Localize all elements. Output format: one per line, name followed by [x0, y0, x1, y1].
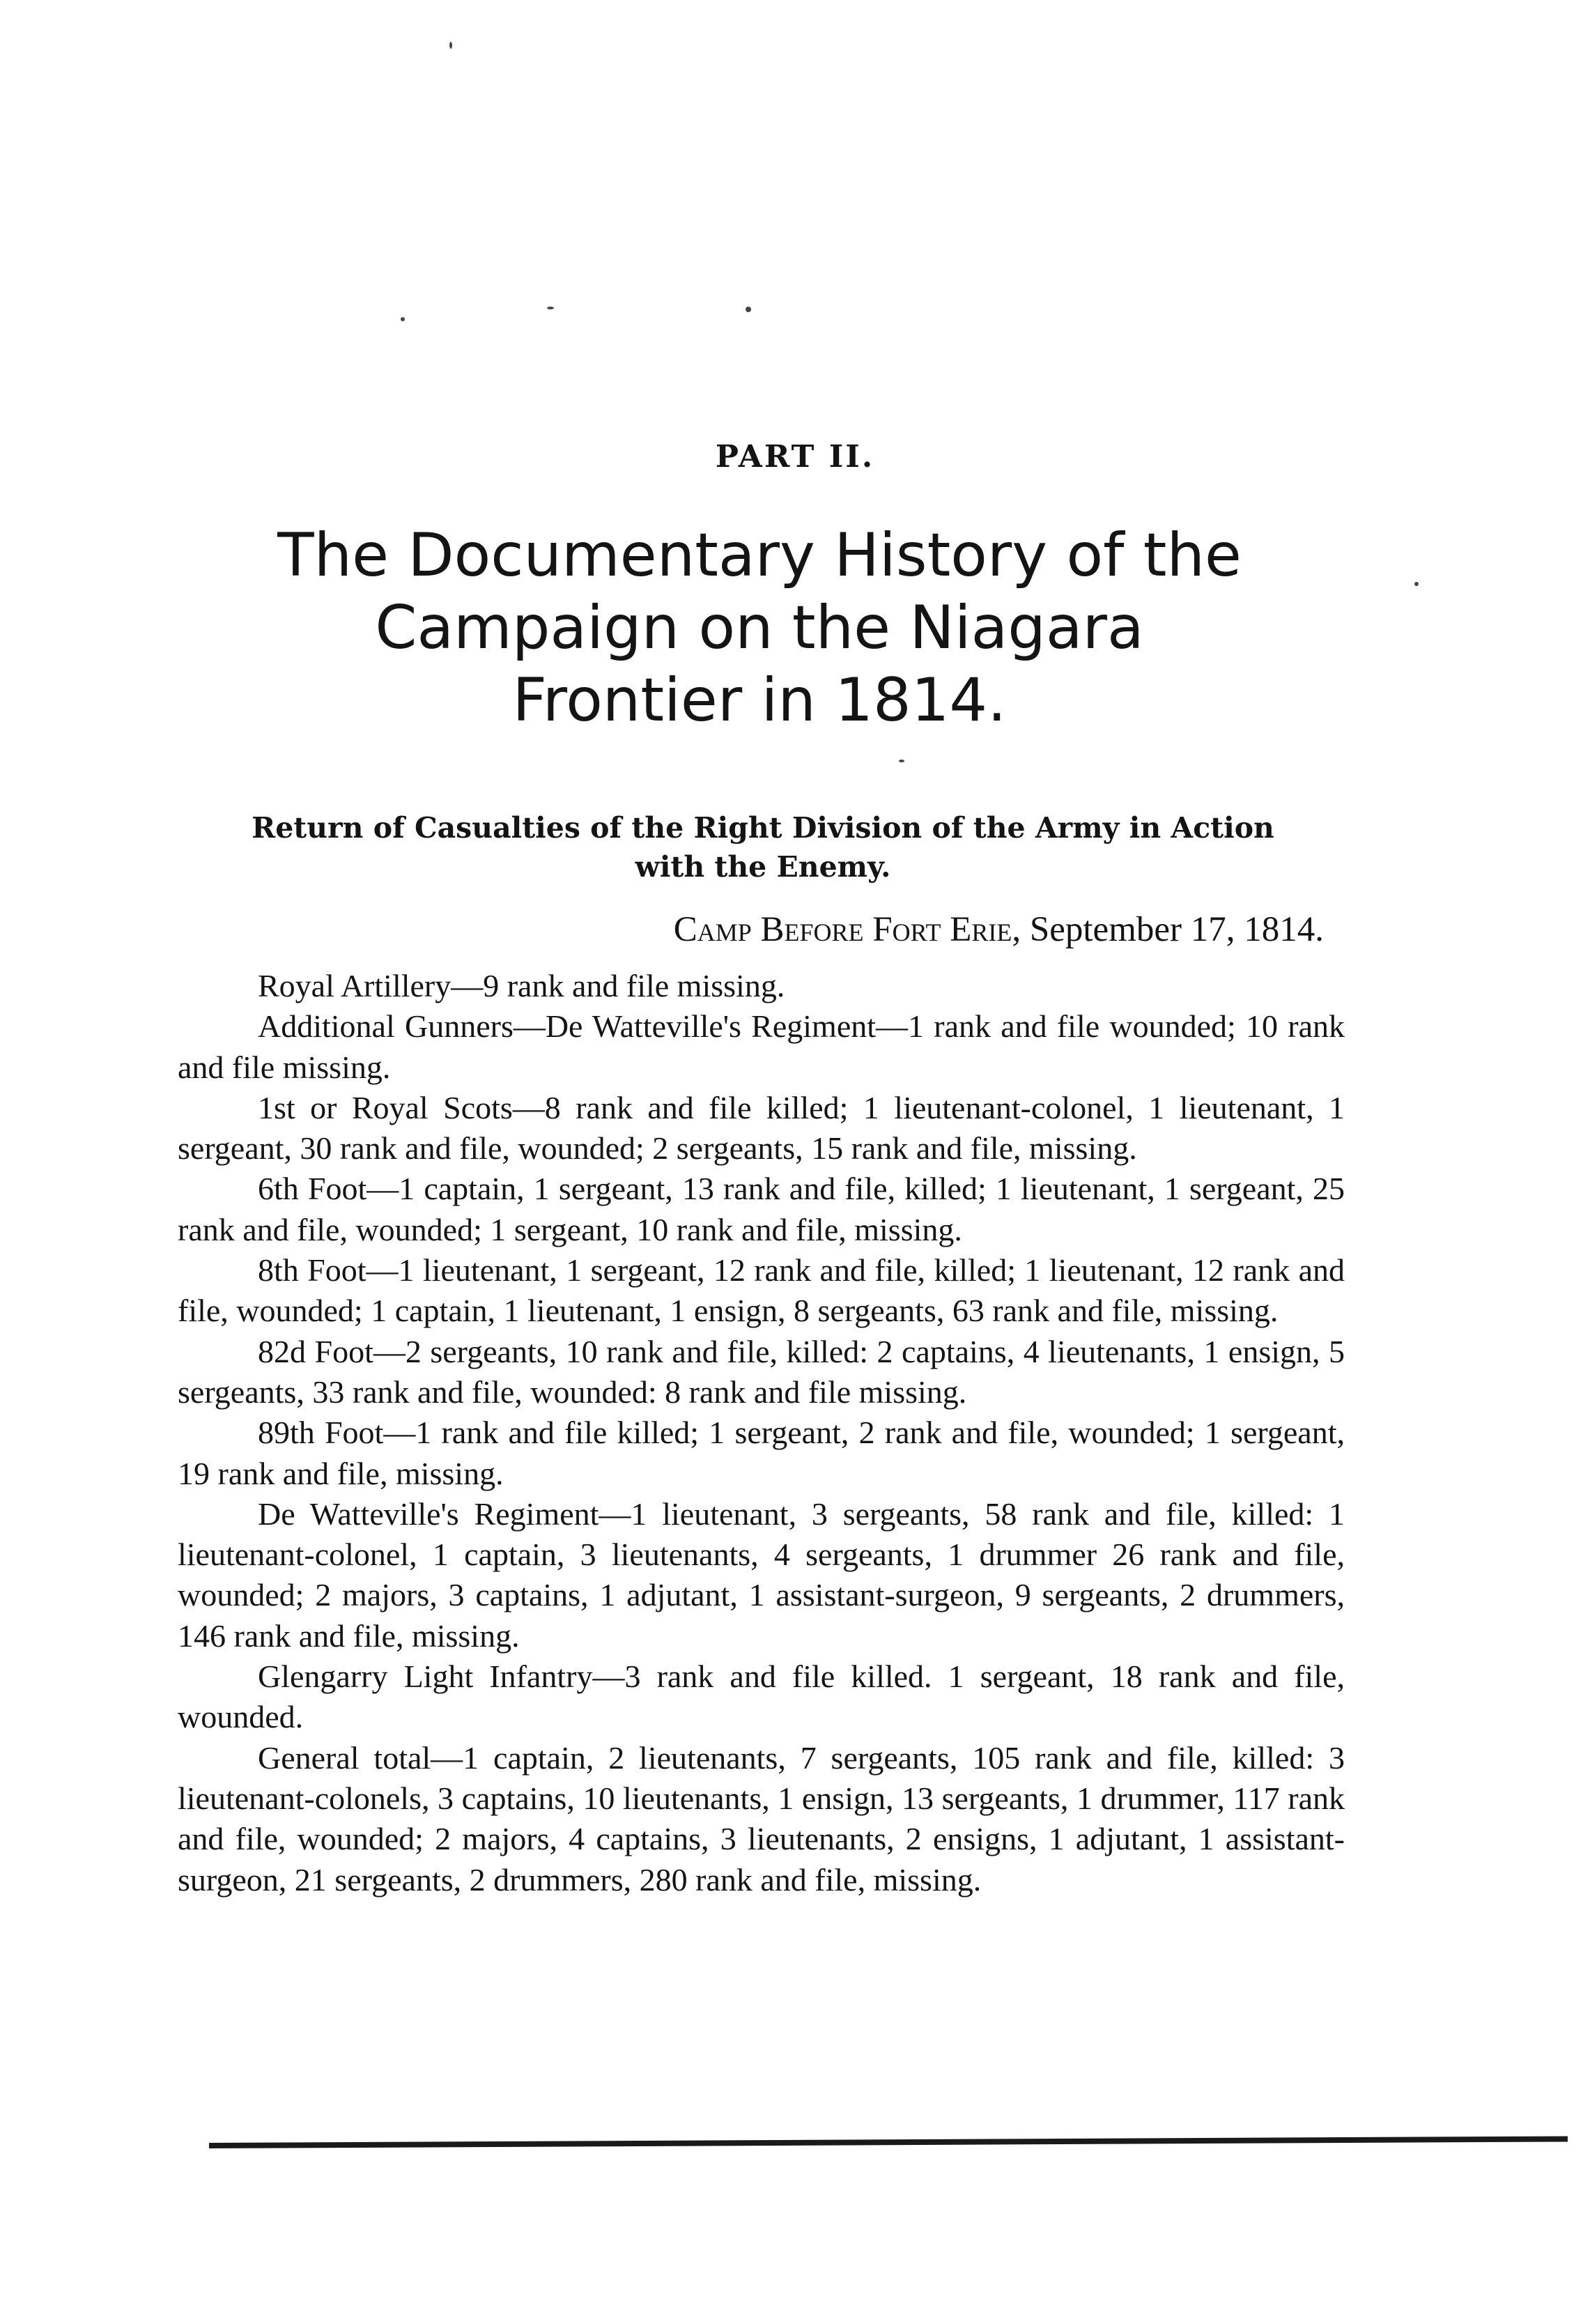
- scan-speck: [449, 42, 452, 49]
- part-heading: PART II.: [715, 439, 875, 475]
- paragraph-general-total: General total—1 captain, 2 lieutenants, 7 sergeants, 105 rank and file, killed: 3 lieutenant-colonels, 3 captains, 10 lieutenants, 1 ensign, 13 sergeants, 1 drummer, 117 rank and file, wounded; 2 majors, 4 captains, 3 lieutenants, 2 ensigns, 1 adjutant, 1 assistant-surgeon, 21 sergeants, 2 drummers, 280 rank and file, missing.: [178, 1739, 1345, 1898]
- paragraph-8th-foot: 8th Foot—1 lieutenant, 1 sergeant, 12 rank and file, killed; 1 lieutenant, 12 rank and file, wounded; 1 captain, 1 lieutenant, 1 ensign, 8 sergeants, 63 rank and file, missing.: [178, 1252, 1345, 1329]
- return-heading-line-1: Return of Casualties of the Right Division of the Army in Action: [252, 811, 1274, 845]
- paragraph-royal-artillery: Royal Artillery—9 rank and file missing.: [258, 968, 785, 1003]
- paragraph-de-wattevilles-regiment: De Watteville's Regiment—1 lieutenant, 3 sergeants, 58 rank and file, killed: 1 lieutenant-colonel, 1 captain, 3 lieutenants, 4 sergeants, 1 drummer 26 rank and file, wounded; 2 majors, 3 captains, 1 adjutant, 1 assistant-surgeon, 9 sergeants, 2 drummers, 146 rank and file, missing.: [178, 1495, 1345, 1654]
- scan-speck: [547, 307, 554, 309]
- dateline: [418, 909, 1324, 950]
- paragraph-glengarry-light-infantry: Glengarry Light Infantry—3 rank and file killed. 1 sergeant, 18 rank and file, wounded.: [178, 1659, 1345, 1735]
- page-title: [139, 519, 1380, 737]
- dateline-place: Camp Before Fort Erie,: [673, 910, 1021, 949]
- dateline-date: September 17, 1814.: [1029, 910, 1324, 949]
- paragraph-royal-scots: 1st or Royal Scots—8 rank and file killed; 1 lieutenant-colonel, 1 lieutenant, 1 sergeant, 30 rank and file, wounded; 2 sergeants, 15 rank and file, missing.: [178, 1089, 1345, 1167]
- scan-speck: [746, 307, 751, 312]
- return-heading: [174, 808, 1352, 886]
- title-line-1: The Documentary History of the: [277, 521, 1242, 590]
- bottom-rule: [209, 2136, 1568, 2148]
- paragraph-additional-gunners: Additional Gunners—De Watteville's Regiment—1 rank and file wounded; 10 rank and file missing.: [178, 1008, 1345, 1085]
- title-line-3: Frontier in 1814.: [512, 665, 1007, 735]
- paragraph-6th-foot: 6th Foot—1 captain, 1 sergeant, 13 rank and file, killed; 1 lieutenant, 1 sergeant, 25 rank and file, wounded; 1 sergeant, 10 rank and file, missing.: [178, 1171, 1345, 1247]
- title-line-2: Campaign on the Niagara: [375, 593, 1144, 663]
- paragraph-82d-foot: 82d Foot—2 sergeants, 10 rank and file, killed: 2 captains, 4 lieutenants, 1 ensign, 5 sergeants, 33 rank and file, wounded: 8 rank and file missing.: [178, 1333, 1345, 1410]
- casualty-list: [178, 966, 1345, 1900]
- scan-speck: [401, 317, 405, 321]
- return-heading-line-2: with the Enemy.: [635, 850, 891, 884]
- scan-speck: [1414, 582, 1419, 586]
- paragraph-89th-foot: 89th Foot—1 rank and file killed; 1 sergeant, 2 rank and file, wounded; 1 sergeant, 19 rank and file, missing.: [178, 1415, 1345, 1491]
- scan-speck: [899, 760, 904, 762]
